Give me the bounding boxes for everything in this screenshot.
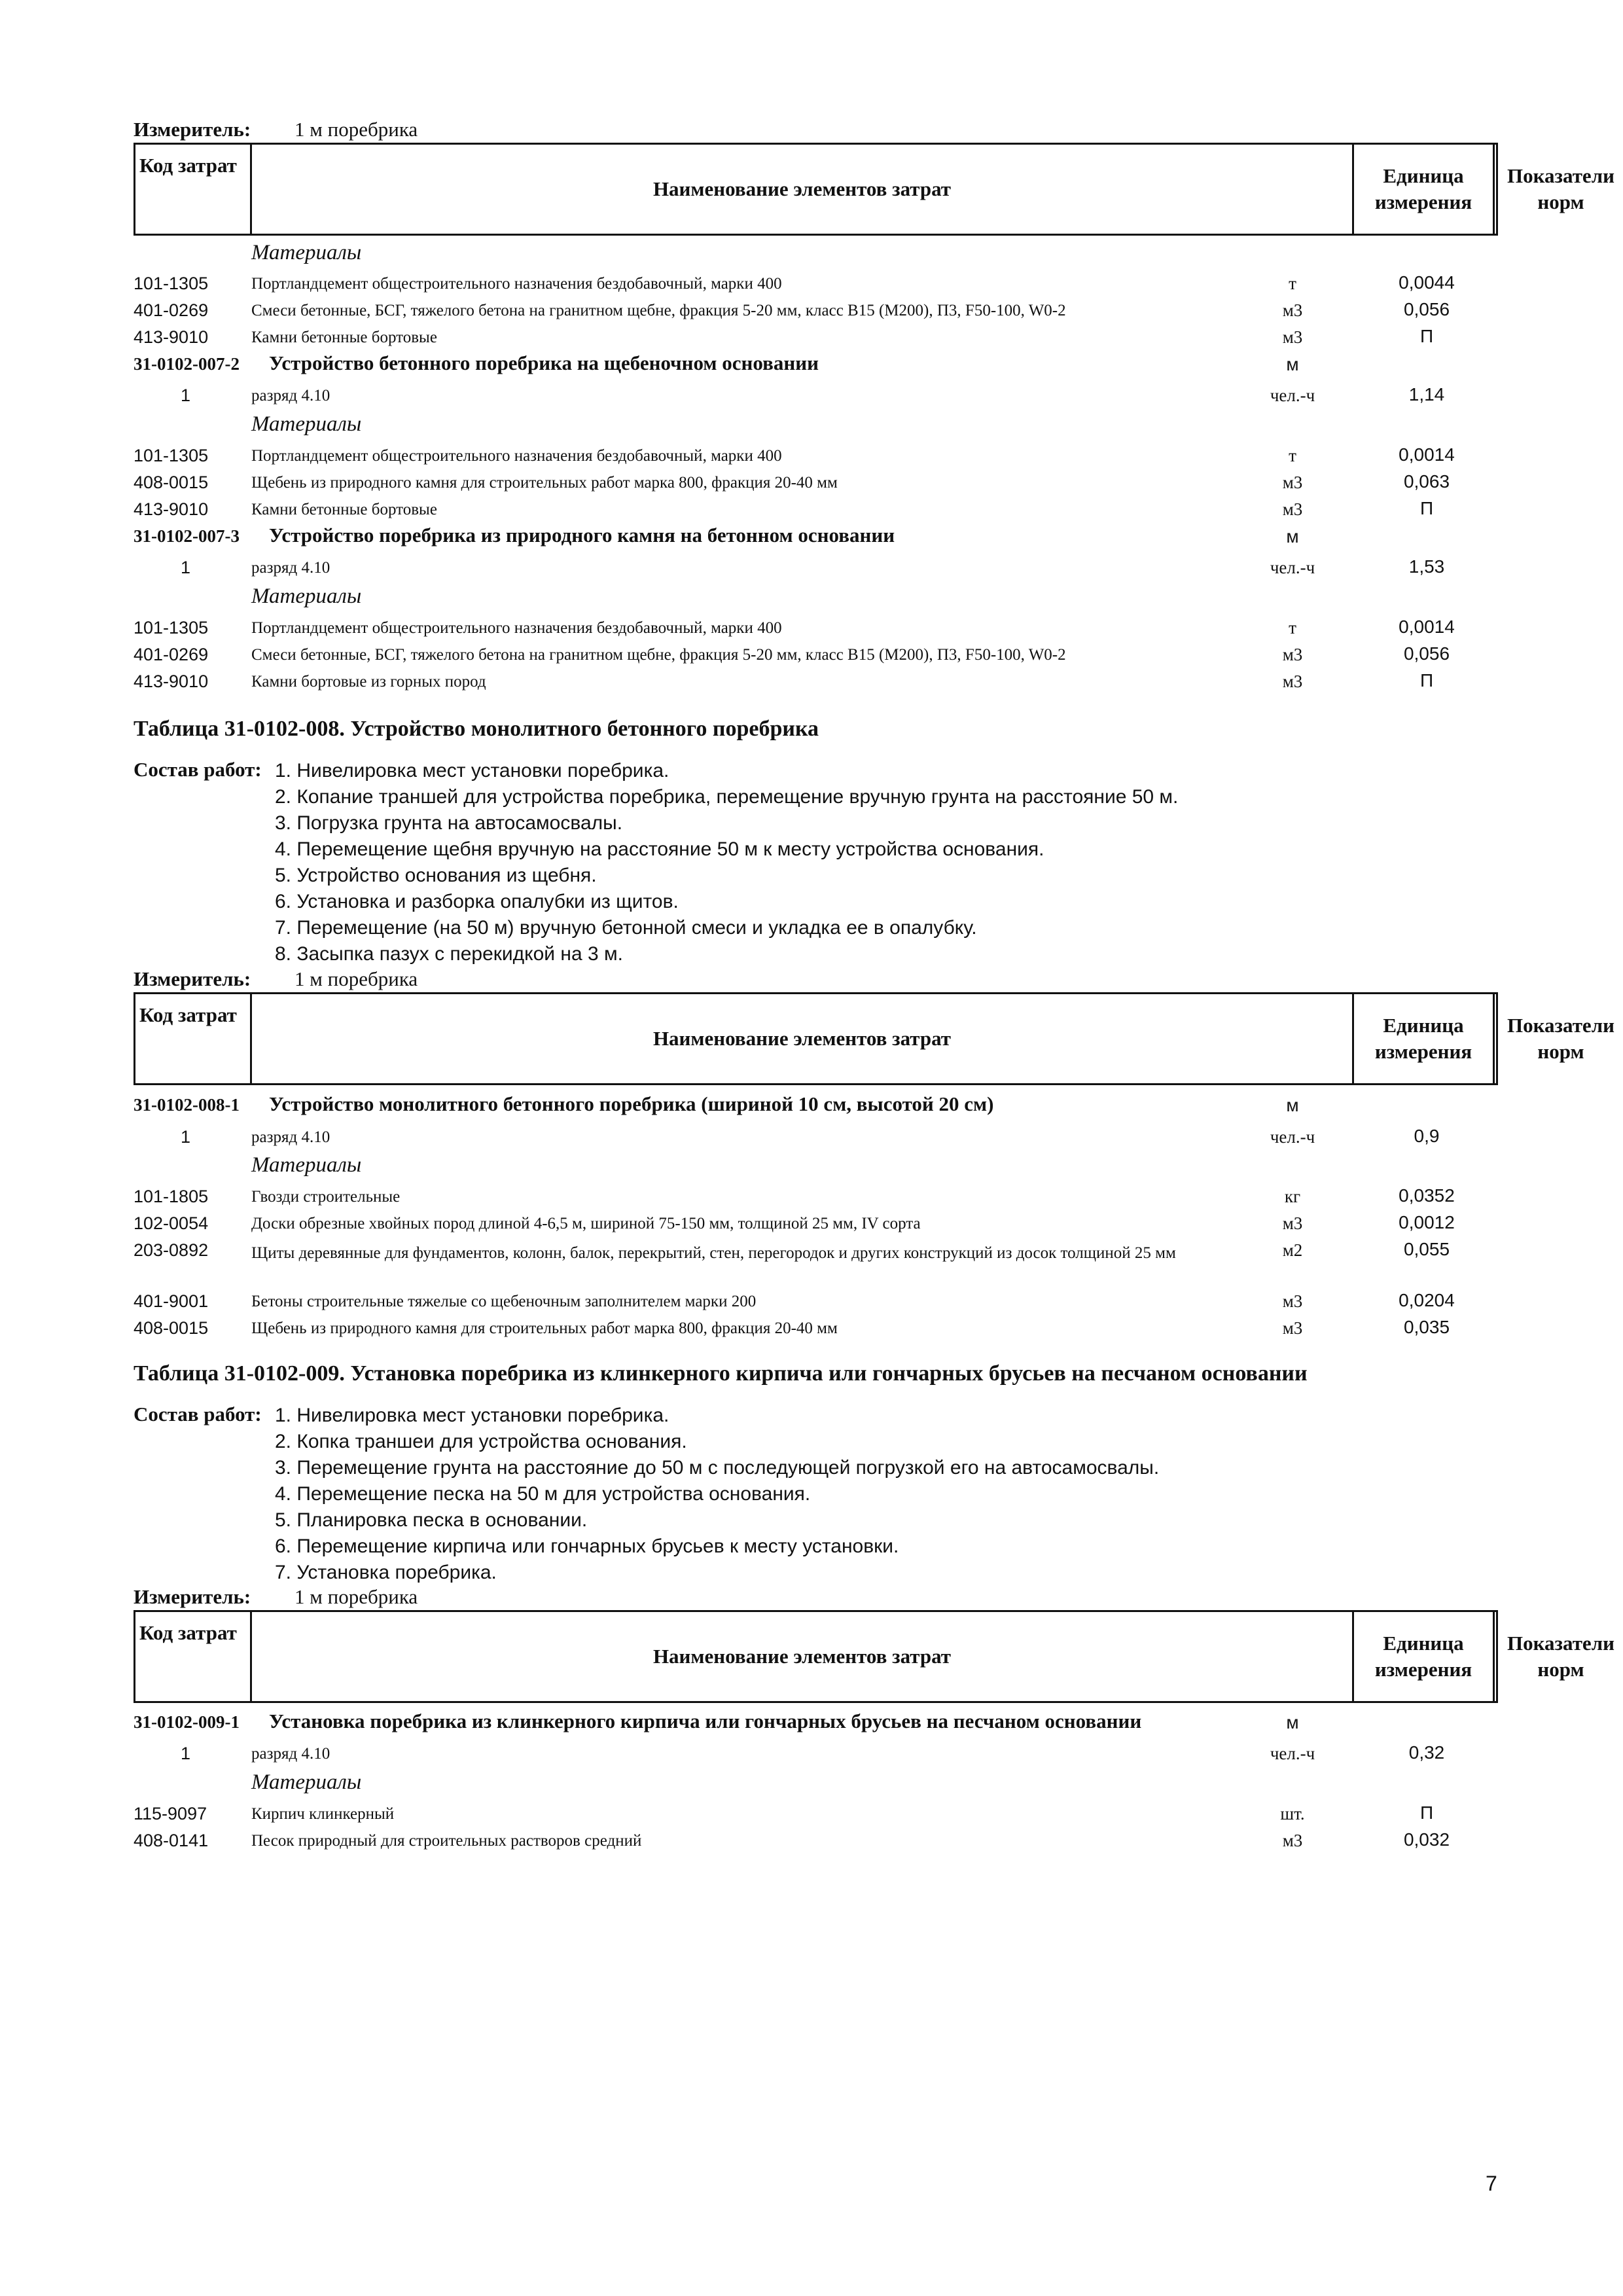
table-row: 408-0015 Щебень из природного камня для строительных работ марка 800, фракция 20-40 мм м3 0,035: [134, 1317, 1450, 1338]
table-row: 1 разряд 4.10 чел.-ч 1,14: [181, 384, 1445, 405]
measurer-label: Измеритель:: [134, 1585, 251, 1608]
table-row: 401-0269 Смеси бетонные, БСГ, тяжелого бетона на гранитном щебне, фракция 5-20 мм, класс В15 (М200), П3, F50-100, W0-2 м3 0,056: [134, 643, 1450, 664]
table-title-009: Таблица 31-0102-009. Установка поребрика из клинкерного кирпича или гончарных брусьев на песчаном основании: [134, 1361, 1308, 1386]
list-item: 1. Нивелировка мест установки поребрика.: [275, 1405, 669, 1426]
table-row: 115-9097 Кирпич клинкерный шт. П: [134, 1803, 1434, 1823]
header-unit: Единица измерения: [1374, 1014, 1472, 1063]
table-title-008: Таблица 31-0102-008. Устройство монолитного бетонного поребрика: [134, 717, 819, 741]
list-item: 6. Перемещение кирпича или гончарных брусьев к месту установки.: [275, 1535, 899, 1557]
page-number: 7: [1486, 2172, 1497, 2195]
table-row: 31-0102-009-1 Установка поребрика из клинкерного кирпича или гончарных брусьев на песчаном основании м: [134, 1710, 1299, 1732]
list-item: 4. Перемещение песка на 50 м для устройства основания.: [275, 1483, 811, 1505]
section-label: Материалы: [251, 412, 362, 436]
table-header-008: [134, 992, 1614, 1085]
header-norm: Показатели норм: [1507, 164, 1614, 213]
table-row: 101-1305 Портландцемент общестроительного назначения бездобавочный, марки 400 т 0,0044: [134, 272, 1455, 293]
list-item: 3. Погрузка грунта на автосамосвалы.: [275, 812, 623, 834]
table-row: 408-0015 Щебень из природного камня для строительных работ марка 800, фракция 20-40 мм м3 0,063: [134, 471, 1450, 492]
table-row: 1 разряд 4.10 чел.-ч 0,9: [181, 1126, 1440, 1147]
list-item: 1. Нивелировка мест установки поребрика.: [275, 760, 669, 781]
table-row: 101-1305 Портландцемент общестроительного назначения бездобавочный, марки 400 т 0,0014: [134, 617, 1455, 637]
table-row: [0, 412, 1623, 439]
measurer-line-1: [134, 118, 418, 141]
table-row: [0, 1770, 1623, 1797]
section-label: Материалы: [251, 241, 362, 264]
measurer-value: 1 м поребрика: [294, 118, 418, 141]
work-steps-list: [275, 758, 1178, 967]
table-row: 1 разряд 4.10 чел.-ч 1,53: [181, 556, 1445, 577]
table-header-009: [134, 1610, 1614, 1703]
header-norm: Показатели норм: [1507, 1632, 1614, 1681]
header-code: Код затрат: [139, 154, 237, 177]
header-norm: Показатели норм: [1507, 1014, 1614, 1063]
list-item: 7. Установка поребрика.: [275, 1562, 497, 1583]
table-row: 413-9010 Камни бетонные бортовые м3 П: [134, 326, 1434, 347]
measurer-line-2: [134, 967, 418, 991]
table-row: 203-0892 Щиты деревянные для фундаментов, колонн, балок, перекрытий, стен, перегородок и других конструкций из досок толщиной 25 мм м2 0,055: [134, 1239, 1450, 1262]
table-row: 1 разряд 4.10 чел.-ч 0,32: [181, 1742, 1445, 1763]
header-name: Наименование элементов затрат: [652, 1027, 952, 1050]
list-item: 6. Установка и разборка опалубки из щитов.: [275, 891, 679, 912]
composition-label: Состав работ:: [134, 758, 262, 781]
table-row: 31-0102-008-1 Устройство монолитного бетонного поребрика (шириной 10 см, высотой 20 см) м: [134, 1092, 1299, 1115]
table-row: 401-9001 Бетоны строительные тяжелые со щебеночным заполнителем марки 200 м3 0,0204: [134, 1290, 1455, 1311]
measurer-label: Измеритель:: [134, 118, 251, 141]
table-header-007: [134, 143, 1614, 236]
list-item: 2. Копание траншей для устройства поребрика, перемещение вручную грунта на расстояние 50 м.: [275, 786, 1179, 808]
header-code: Код затрат: [139, 1003, 237, 1026]
section-label: Материалы: [251, 1770, 362, 1794]
header-name: Наименование элементов затрат: [652, 1645, 952, 1668]
work-steps-list: [275, 1403, 1159, 1586]
measurer-label: Измеритель:: [134, 967, 251, 990]
measurer-value: 1 м поребрика: [294, 967, 418, 990]
list-item: 5. Планировка песка в основании.: [275, 1509, 588, 1531]
table-row: 31-0102-007-2 Устройство бетонного поребрика на щебеночном основании м: [134, 351, 1299, 374]
list-item: 7. Перемещение (на 50 м) вручную бетонной смеси и укладка ее в опалубку.: [275, 917, 977, 939]
list-item: 4. Перемещение щебня вручную на расстояние 50 м к месту устройства основания.: [275, 838, 1044, 860]
table-row: 408-0141 Песок природный для строительных растворов средний м3 0,032: [134, 1829, 1450, 1850]
table-row: [0, 1153, 1623, 1179]
section-label: Материалы: [251, 1153, 362, 1177]
list-item: 5. Устройство основания из щебня.: [275, 865, 597, 886]
table-row: 101-1305 Портландцемент общестроительного назначения бездобавочный, марки 400 т 0,0014: [134, 444, 1455, 465]
table-row: [0, 584, 1623, 611]
measurer-value: 1 м поребрика: [294, 1585, 418, 1608]
table-row: 102-0054 Доски обрезные хвойных пород длиной 4-6,5 м, шириной 75-150 мм, толщиной 25 мм, IV сорта м3 0,0012: [134, 1212, 1455, 1233]
list-item: 8. Засыпка пазух с перекидкой на 3 м.: [275, 943, 623, 965]
measurer-line-3: [134, 1585, 418, 1609]
table-row: [0, 241, 1623, 267]
header-code: Код затрат: [139, 1621, 237, 1644]
composition-label: Состав работ:: [134, 1403, 262, 1426]
header-name: Наименование элементов затрат: [652, 177, 952, 200]
list-item: 3. Перемещение грунта на расстояние до 50 м с последующей погрузкой его на автосамосвалы.: [275, 1457, 1160, 1479]
section-label: Материалы: [251, 584, 362, 608]
table-row: 101-1805 Гвозди строительные кг 0,0352: [134, 1185, 1455, 1206]
table-row: 413-9010 Камни бортовые из горных пород м3 П: [134, 670, 1434, 691]
table-row: 401-0269 Смеси бетонные, БСГ, тяжелого бетона на гранитном щебне, фракция 5-20 мм, класс В15 (М200), П3, F50-100, W0-2 м3 0,056: [134, 299, 1450, 320]
table-row: 31-0102-007-3 Устройство поребрика из природного камня на бетонном основании м: [134, 524, 1299, 547]
header-unit: Единица измерения: [1374, 164, 1472, 213]
list-item: 2. Копка траншеи для устройства основания.: [275, 1431, 687, 1452]
table-row: 413-9010 Камни бетонные бортовые м3 П: [134, 498, 1434, 519]
header-unit: Единица измерения: [1374, 1632, 1472, 1681]
